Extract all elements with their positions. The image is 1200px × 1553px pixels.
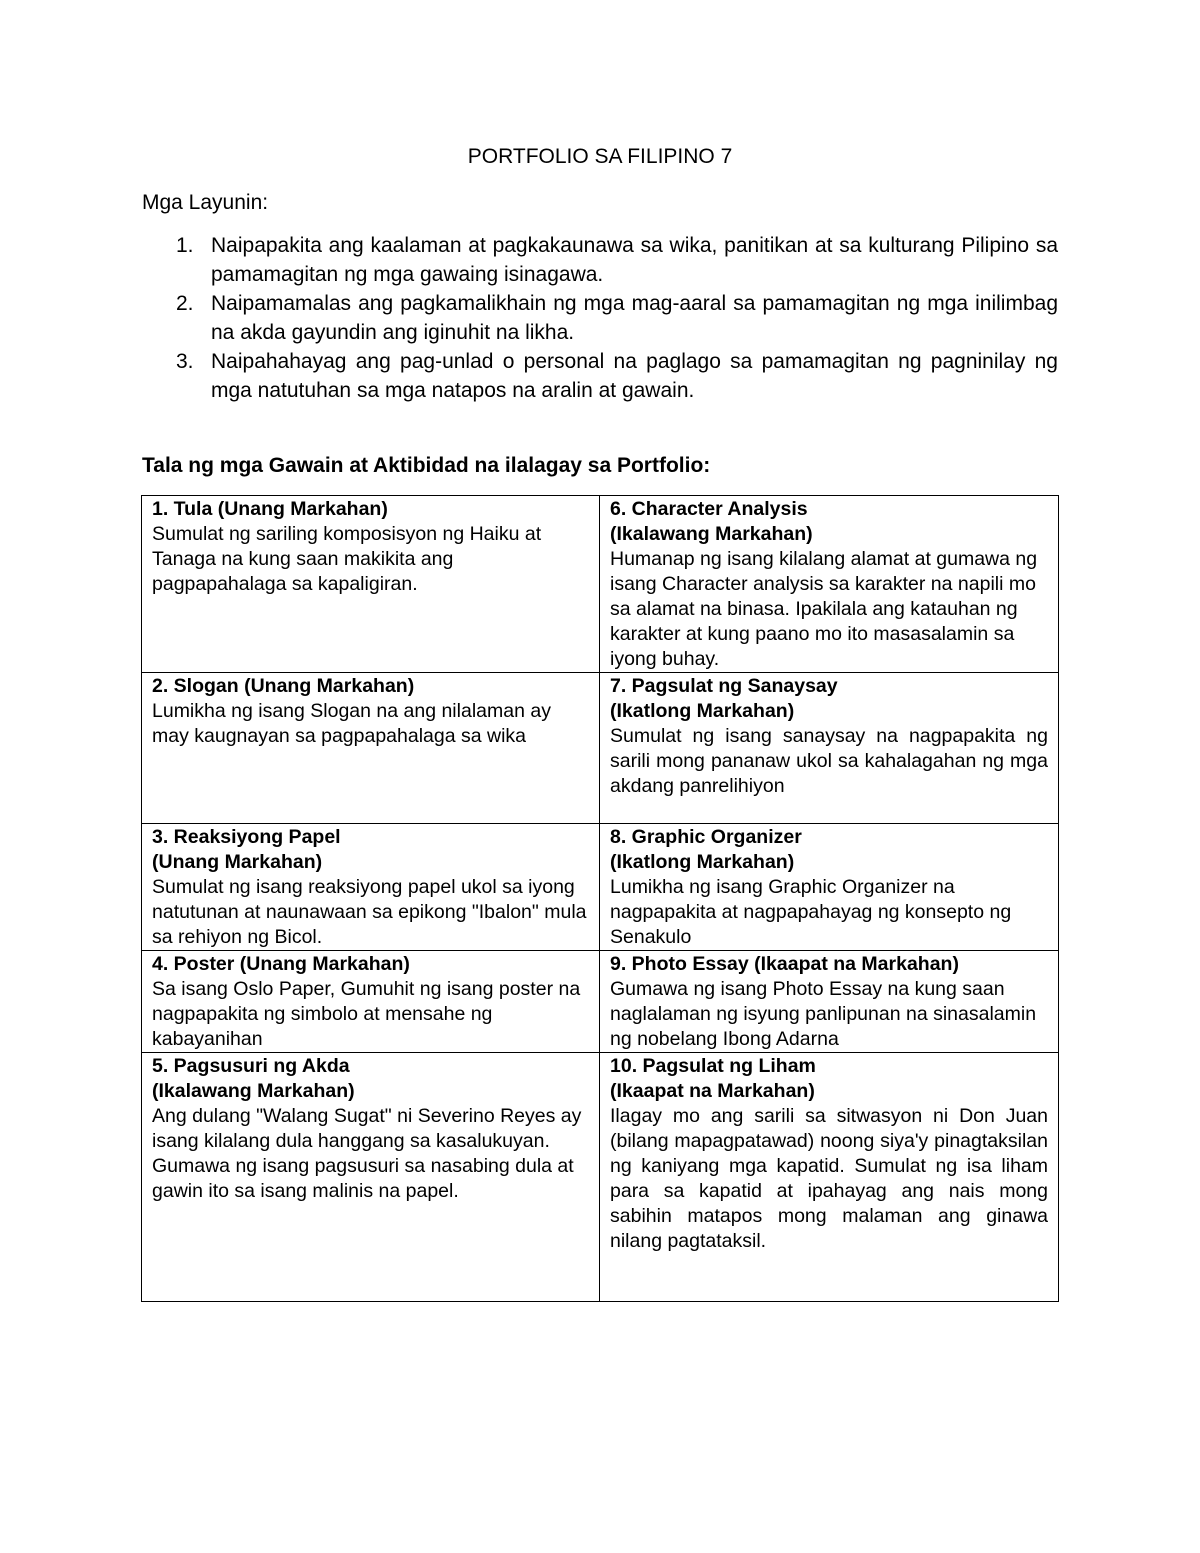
objective-item: [142, 289, 1058, 347]
activity-description: Lumikha ng isang Graphic Organizer na nagpapakita at nagpapahayag ng konsepto ng Senakulo: [610, 876, 1012, 948]
activity-title: 5. Pagsusuri ng Akda: [152, 1055, 350, 1077]
activity-title: 3. Reaksiyong Papel: [152, 826, 341, 848]
activity-title: 7. Pagsulat ng Sanaysay: [610, 675, 838, 697]
activity-title: 10. Pagsulat ng Liham: [610, 1055, 816, 1077]
activity-title: 6. Character Analysis: [610, 498, 808, 520]
activity-description: Sumulat ng isang reaksiyong papel ukol sa iyong natutunan at naunawaan sa epikong "Ibalon" mula sa rehiyon ng Bicol.: [152, 876, 587, 948]
activity-title: 8. Graphic Organizer: [610, 826, 802, 848]
table-row: [142, 824, 1059, 951]
activity-description: Lumikha ng isang Slogan na ang nilalaman ay may kaugnayan sa pagpapahalaga sa wika: [152, 700, 551, 747]
activities-heading: Tala ng mga Gawain at Aktibidad na ilalagay sa Portfolio:: [142, 454, 711, 477]
objectives-list: [142, 231, 1058, 405]
activity-description: Ilagay mo ang sarili sa sitwasyon ni Don Juan (bilang mapagpatawad) noong siya'y pinagtaksilan ng kaniyang mga kapatid. Sumulat ng isa liham para sa kapatid at ipahayag ang nais mong sabihin matapos mong malaman ang ginawa nilang pagtataksil.: [610, 1105, 1048, 1252]
table-row: [142, 1053, 1059, 1302]
activity-cell-photo-essay: [600, 951, 1059, 1053]
activity-cell-graphic-organizer: [600, 824, 1059, 951]
objective-text: Naipahahayag ang pag-unlad o personal na paglago sa pamamagitan ng pagninilay ng mga natutuhan sa mga natapos na aralin at gawain.: [211, 350, 1058, 402]
activity-description: Sumulat ng sariling komposisyon ng Haiku at Tanaga na kung saan makikita ang pagpapahalaga sa kapaligiran.: [152, 523, 542, 595]
activity-description: Gumawa ng isang Photo Essay na kung saan naglalaman ng isyung panlipunan na sinasalamin ng nobelang Ibong Adarna: [610, 978, 1037, 1050]
activity-cell-character-analysis: [600, 496, 1059, 673]
activity-period: (Ikalawang Markahan): [610, 523, 813, 545]
table-row: [142, 496, 1059, 673]
activity-period: (Ikatlong Markahan): [610, 700, 795, 722]
table-row: [142, 951, 1059, 1053]
activity-cell-tula: [142, 496, 600, 673]
activity-description: Humanap ng isang kilalang alamat at gumawa ng isang Character analysis sa karakter na napili mo sa alamat na binasa. Ipakilala ang katauhan ng karakter at kung paano mo ito masasalamin sa iyong buhay.: [610, 548, 1038, 670]
activity-cell-poster: [142, 951, 600, 1053]
objective-number: 3.: [176, 350, 194, 373]
objective-text: Naipapakita ang kaalaman at pagkakaunawa sa wika, panitikan at sa kulturang Pilipino sa pamamagitan ng mga gawaing isinagawa.: [211, 234, 1058, 286]
activity-cell-pagsusuri: [142, 1053, 600, 1302]
objective-number: 1.: [176, 234, 194, 257]
objective-text: Naipamamalas ang pagkamalikhain ng mga mag-aaral sa pamamagitan ng mga inilimbag na akda gayundin ang iginuhit na likha.: [211, 292, 1058, 344]
activity-period: (Ikaapat na Markahan): [610, 1080, 815, 1102]
activity-cell-sanaysay: [600, 673, 1059, 824]
activity-cell-liham: [600, 1053, 1059, 1302]
activity-title: 9. Photo Essay (Ikaapat na Markahan): [610, 953, 959, 975]
activity-title: 4. Poster (Unang Markahan): [152, 953, 410, 975]
objective-number: 2.: [176, 292, 194, 315]
activity-period: (Ikalawang Markahan): [152, 1080, 355, 1102]
activity-period: (Unang Markahan): [152, 851, 323, 873]
activity-description: Sa isang Oslo Paper, Gumuhit ng isang poster na nagpapakita ng simbolo at mensahe ng kabayanihan: [152, 978, 581, 1050]
page-title: PORTFOLIO SA FILIPINO 7: [467, 145, 733, 168]
activity-cell-slogan: [142, 673, 600, 824]
activity-title: 2. Slogan (Unang Markahan): [152, 675, 415, 697]
objectives-heading: Mga Layunin:: [142, 191, 269, 214]
activities-table: [141, 495, 1059, 1302]
table-row: [142, 673, 1059, 824]
objective-item: [142, 231, 1058, 289]
objective-item: [142, 347, 1058, 405]
activity-title: 1. Tula (Unang Markahan): [152, 498, 388, 520]
activity-description: Ang dulang "Walang Sugat" ni Severino Reyes ay isang kilalang dula hanggang sa kasalukuyan. Gumawa ng isang pagsusuri sa nasabing dula at gawin ito sa isang malinis na papel.: [152, 1105, 582, 1202]
activity-period: (Ikatlong Markahan): [610, 851, 795, 873]
activity-cell-reaksiyong-papel: [142, 824, 600, 951]
activity-description: Sumulat ng isang sanaysay na nagpapakita ng sarili mong pananaw ukol sa kahalagahan ng mga akdang panrelihiyon: [610, 725, 1048, 797]
